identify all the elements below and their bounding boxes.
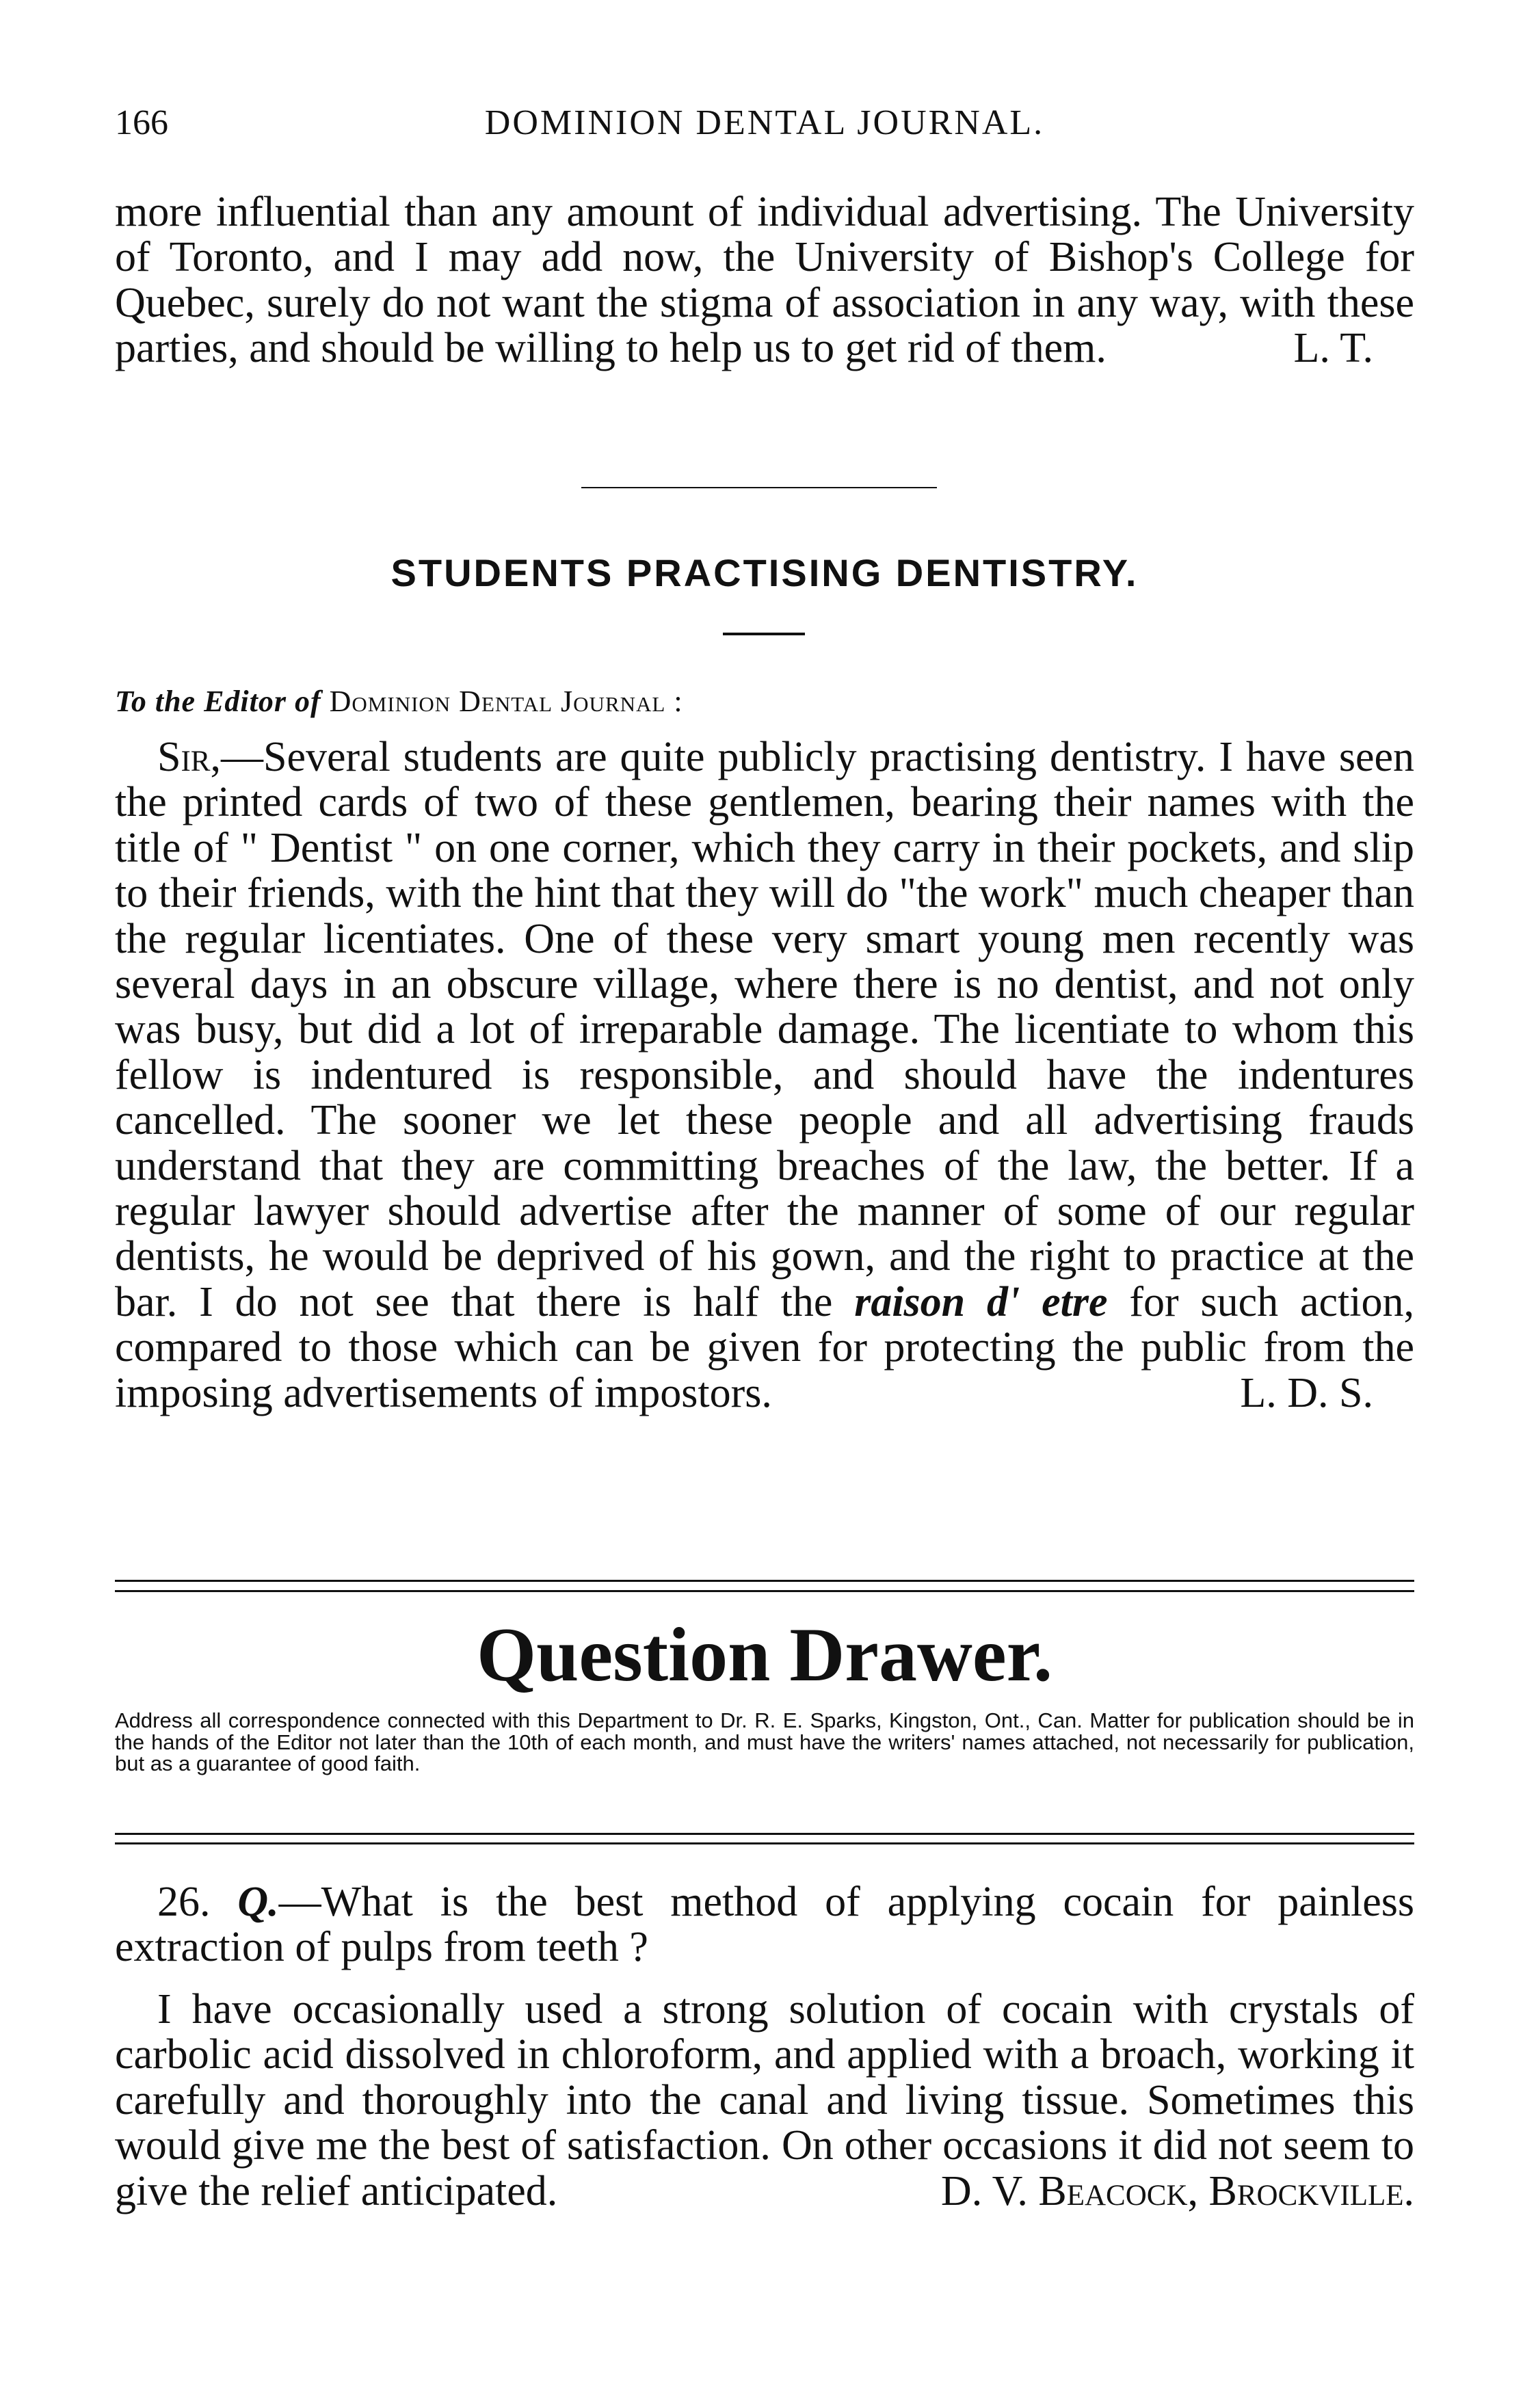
article-title: STUDENTS PRACTISING DENTISTRY. — [390, 551, 1139, 594]
letter-body — [115, 735, 1414, 1416]
note-rule-top — [115, 1833, 1414, 1835]
answer-26 — [115, 1987, 1414, 2214]
question-number: 26. — [157, 1879, 211, 1925]
question-drawer-title: Question Drawer. — [476, 1613, 1053, 1697]
letter-italic-phrase: raison d' etre — [854, 1278, 1108, 1325]
letter-salutation-sir: Sir, — [157, 734, 221, 780]
double-rule-top — [115, 1580, 1414, 1582]
question-26 — [115, 1879, 1414, 1970]
double-rule-bottom — [115, 1590, 1414, 1592]
letter-text-part1: —Several students are quite publicly practising dentistry. I have seen the printed cards of two of these gentlemen, bearing their names with the title of " Dentist " on one corner, which they carry in their pockets, and slip to their friends, with the hint that they will do "the work" much cheaper than the regular licentiates. One of these very smart young men recently was several days in an obscure village, where there is no dentist, and not only was busy, but did a lot of irreparable damage. The licentiate to whom this fellow is indentured is responsible, and should have the indentures cancelled. The sooner we let these people and all advertising frauds understand that they are committing breaches of the law, the better. If a regular lawyer should advertise after the manner of some of our regular dentists, he would be deprived of his gown, and the right to practice at the bar. I do not see that there is half the — [115, 734, 1414, 1325]
question-text: —What is the best method of applying cocain for painless extraction of pulps from teeth ? — [115, 1879, 1414, 1971]
article-continuation-signature: L. T. — [1293, 325, 1373, 372]
letter-text-part2: for such action, compared to those which can be given for protecting the public from the imposing advertisements of impostors. — [115, 1278, 1414, 1416]
running-title: DOMINION DENTAL JOURNAL. — [484, 103, 1045, 142]
salutation-journal: Dominion Dental Journal : — [329, 685, 683, 718]
letter-signature: L. D. S. — [1240, 1369, 1373, 1416]
article-continuation — [115, 189, 1414, 371]
page-header — [115, 103, 1414, 157]
salutation — [115, 684, 1414, 719]
note-rule-bottom — [115, 1842, 1414, 1844]
page-number: 166 — [115, 103, 168, 142]
question-label: Q. — [237, 1879, 279, 1925]
title-underline — [723, 633, 805, 635]
question-drawer-note: Address all correspondence connected with this Department to Dr. R. E. Sparks, Kingston, Ont., Can. Matter for publication should be in the hands of the Editor not later than the 10th of each month, and must have the writers' names attached, not necessarily for publication, but as a guarantee of good faith. — [115, 1708, 1414, 1775]
salutation-prefix: To the Editor of — [115, 685, 321, 718]
section-divider — [581, 487, 937, 488]
article-continuation-text: more influential than any amount of individual advertising. The University of Toronto, and I may add now, the University of Bishop's College for Quebec, surely do not want the stigma of association in any way, with these parties, and should be willing to help us to get rid of them. — [115, 189, 1414, 372]
answer-signature: D. V. Beacock, Brockville. — [940, 2167, 1414, 2214]
answer-text: I have occasionally used a strong solution of cocain with crystals of carbolic acid dissolved in chloroform, and applied with a broach, working it carefully and thoroughly into the canal and living tissue. Sometimes this would give me the best of satisfaction. On other occasions it did not seem to give the relief anticipated. — [115, 1986, 1414, 2214]
